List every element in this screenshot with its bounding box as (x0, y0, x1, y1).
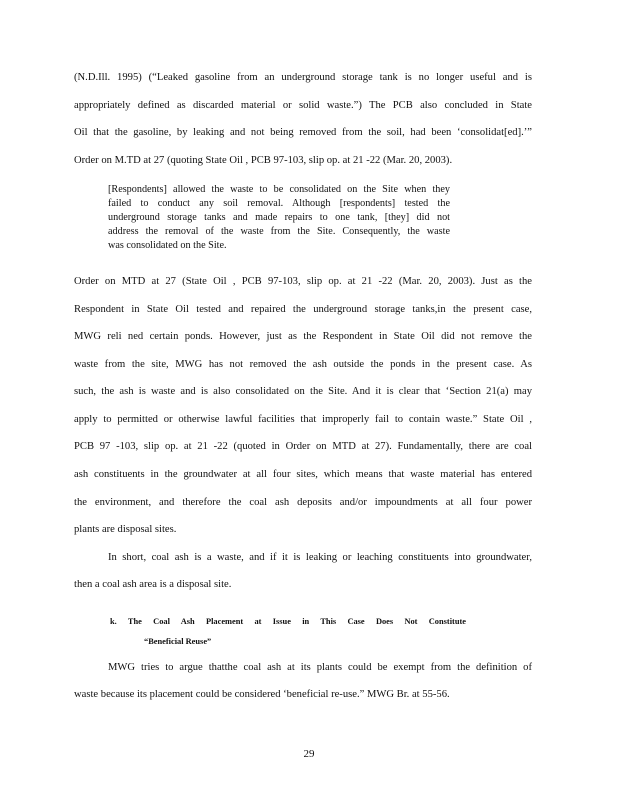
text-line: In short, coal ash is a waste, and if it is leaking or leaching constituents into groundwater, (108, 552, 532, 563)
text-line: appropriately defined as discarded material or solid waste.”) The PCB also concluded in State (74, 100, 532, 111)
text-line: waste from the site, MWG has not removed the ash outside the ponds in the present case. As (74, 359, 532, 370)
section-heading-label: k. (110, 617, 117, 626)
block-quote-line: was consolidated on the Site. (108, 240, 227, 251)
text-line: plants are disposal sites. (74, 524, 177, 535)
section-heading-line2: “Beneficial Reuse” (144, 637, 212, 646)
page-number: 29 (303, 748, 315, 760)
text-line: apply to permitted or otherwise lawful facilities that improperly fail to contain waste.” State Oil , (74, 414, 532, 425)
text-line: MWG reli ned certain ponds. However, just as the Respondent in State Oil did not remove the (74, 331, 532, 342)
block-quote-line: underground storage tanks and made repairs to one tank, [they] did not (108, 212, 450, 223)
text-line: (N.D.Ill. 1995) (“Leaked gasoline from an underground storage tank is no longer useful and is (74, 72, 532, 83)
block-quote-line: [Respondents] allowed the waste to be consolidated on the Site when they (108, 184, 450, 195)
text-line: Oil that the gasoline, by leaking and not being removed from the soil, had been ‘consolidat[ed].’” (74, 127, 532, 138)
section-heading (110, 617, 466, 626)
text-line: Order on MTD at 27 (State Oil , PCB 97-103, slip op. at 21 -22 (Mar. 20, 2003). Just as the (74, 276, 532, 287)
text-line: waste because its placement could be considered ‘beneficial re-use.” MWG Br. at 55-56. (74, 689, 450, 700)
text-line: Respondent in State Oil tested and repaired the underground storage tanks,in the present case, (74, 304, 532, 315)
text-line: the environment, and therefore the coal ash deposits and/or impoundments at all four power (74, 497, 532, 508)
block-quote-line: address the removal of the waste from the Site. Consequently, the waste (108, 226, 450, 237)
text-line: PCB 97 -103, slip op. at 21 -22 (quoted in Order on MTD at 27). Fundamentally, there are coal (74, 441, 532, 452)
section-heading-line1: The Coal Ash Placement at Issue in This Case Does Not Constitute (127, 617, 466, 626)
text-line: ash constituents in the groundwater at all four sites, which means that waste material has entered (74, 469, 532, 480)
block-quote-line: failed to conduct any soil removal. Although [respondents] tested the (108, 198, 450, 209)
text-line: then a coal ash area is a disposal site. (74, 579, 232, 590)
text-line: such, the ash is waste and is also consolidated on the Site. And it is clear that ‘Section 21(a) may (74, 386, 532, 397)
text-line: Order on M.TD at 27 (quoting State Oil , PCB 97-103, slip op. at 21 -22 (Mar. 20, 2003). (74, 155, 453, 166)
text-line: MWG tries to argue thatthe coal ash at its plants could be exempt from the definition of (108, 662, 532, 673)
